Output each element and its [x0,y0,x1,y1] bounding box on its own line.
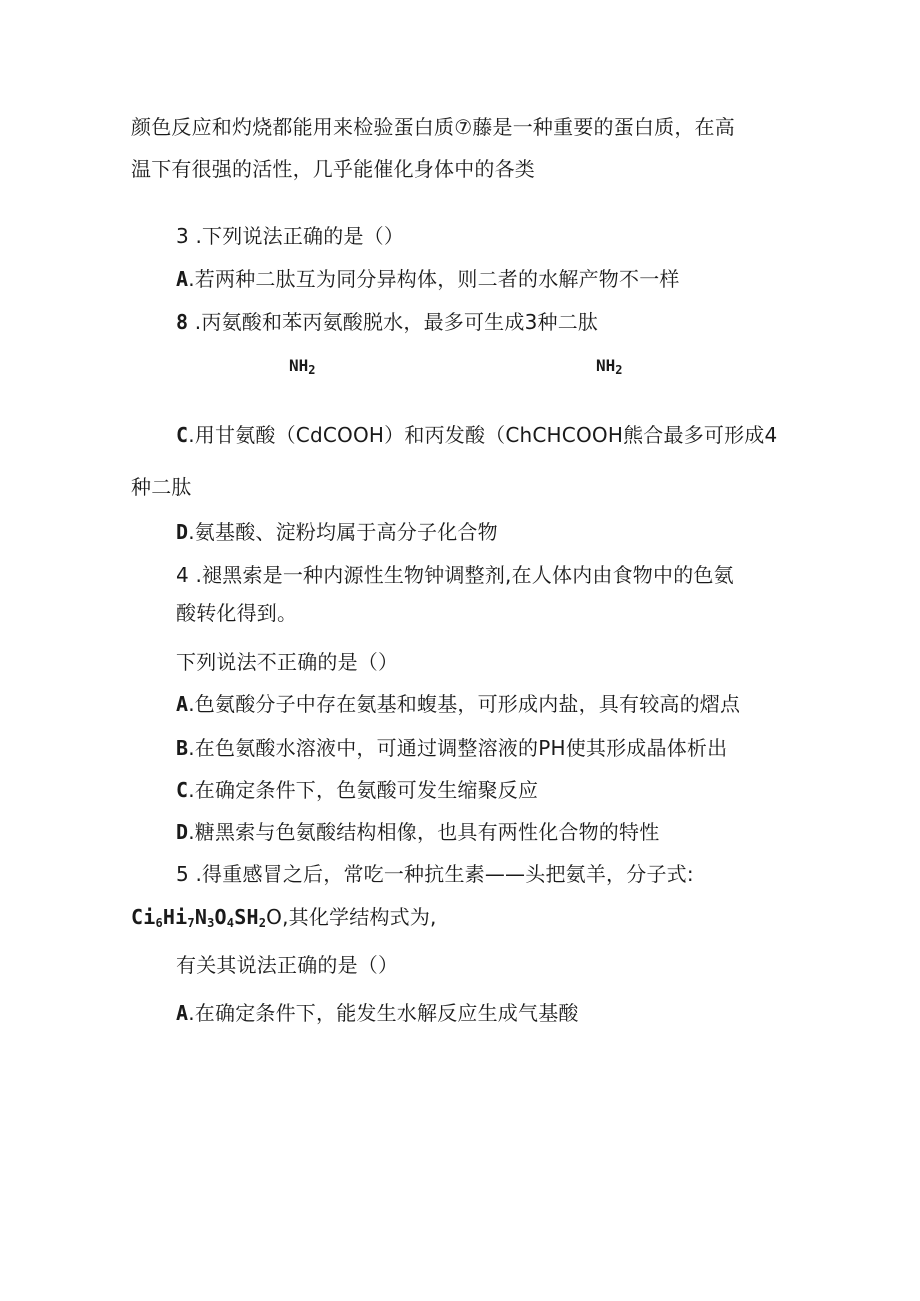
option-text: .丙氨酸和苯丙氨酸脱水，最多可生成3种二肽 [188,310,599,334]
option-label: B [176,736,189,760]
text-line-1: 颜色反应和灼烧都能用来检验蛋白质⑦藤是一种重要的蛋白质，在高 [131,115,735,139]
question-5-formula: $Ci_6Hi_7N_3O_4SH_2O$,其化学结构式为, [131,905,437,930]
option-label: C [176,778,189,802]
option-label: D [176,820,189,844]
question-4-stem: 下列说法不正确的是（） [176,650,399,674]
option-text: .在确定条件下，能发生水解反应生成气基酸 [188,1001,579,1025]
option-text: .色氨酸分子中存在氨基和蝮基，可形成内盐，具有较高的熠点 [188,692,741,716]
option-text: .在确定条件下，色氨酸可发生缩聚反应 [188,778,539,802]
question-3: 3 .下列说法正确的是（） [176,224,405,248]
question-3-option-a [176,265,680,293]
option-label: C [176,423,189,447]
formula-nh2-right: $NH_2$ [596,356,623,377]
question-3-option-d [176,518,498,546]
question-4-option-a [176,690,740,718]
option-text: .在色氨酸水溶液中，可通过调整溶液的PH使其形成晶体析出 [188,736,728,760]
text-line-2: 温下有很强的活性，几乎能催化身体中的各类 [131,157,535,181]
question-4-option-c [176,776,538,804]
question-4: 4 .褪黑索是一种内源性生物钟调整剂,在人体内由食物中的色氨 [176,563,734,587]
question-5-option-a [176,999,579,1027]
option-label: A [176,267,189,291]
option-label: 8 [176,310,189,334]
question-5-stem: 有关其说法正确的是（） [176,953,399,977]
question-3-option-c-continued: 种二肽 [131,475,192,499]
option-text: .氨基酸、淀粉均属于高分子化合物 [188,520,498,544]
question-4-continued: 酸转化得到。 [176,601,298,625]
option-text: .糖黑索与色氨酸结构相像，也具有两性化合物的特性 [188,820,660,844]
option-label: A [176,1001,189,1025]
option-text: .若两种二肽互为同分异构体，则二者的水解产物不一样 [188,267,680,291]
question-5: 5 .得重感冒之后，常吃一种抗生素——头把氨羊，分子式: [176,862,694,886]
question-4-option-d [176,818,659,846]
option-label: D [176,520,189,544]
option-label: A [176,692,189,716]
formula-nh2-left: $NH_2$ [289,356,316,377]
option-text: .用甘氨酸（CdCOOH）和丙发酸（ChCHCOOH熊合最多可形成4 [188,423,778,447]
question-3-option-b [176,308,598,336]
question-3-option-c [176,421,777,449]
question-4-option-b [176,734,727,762]
